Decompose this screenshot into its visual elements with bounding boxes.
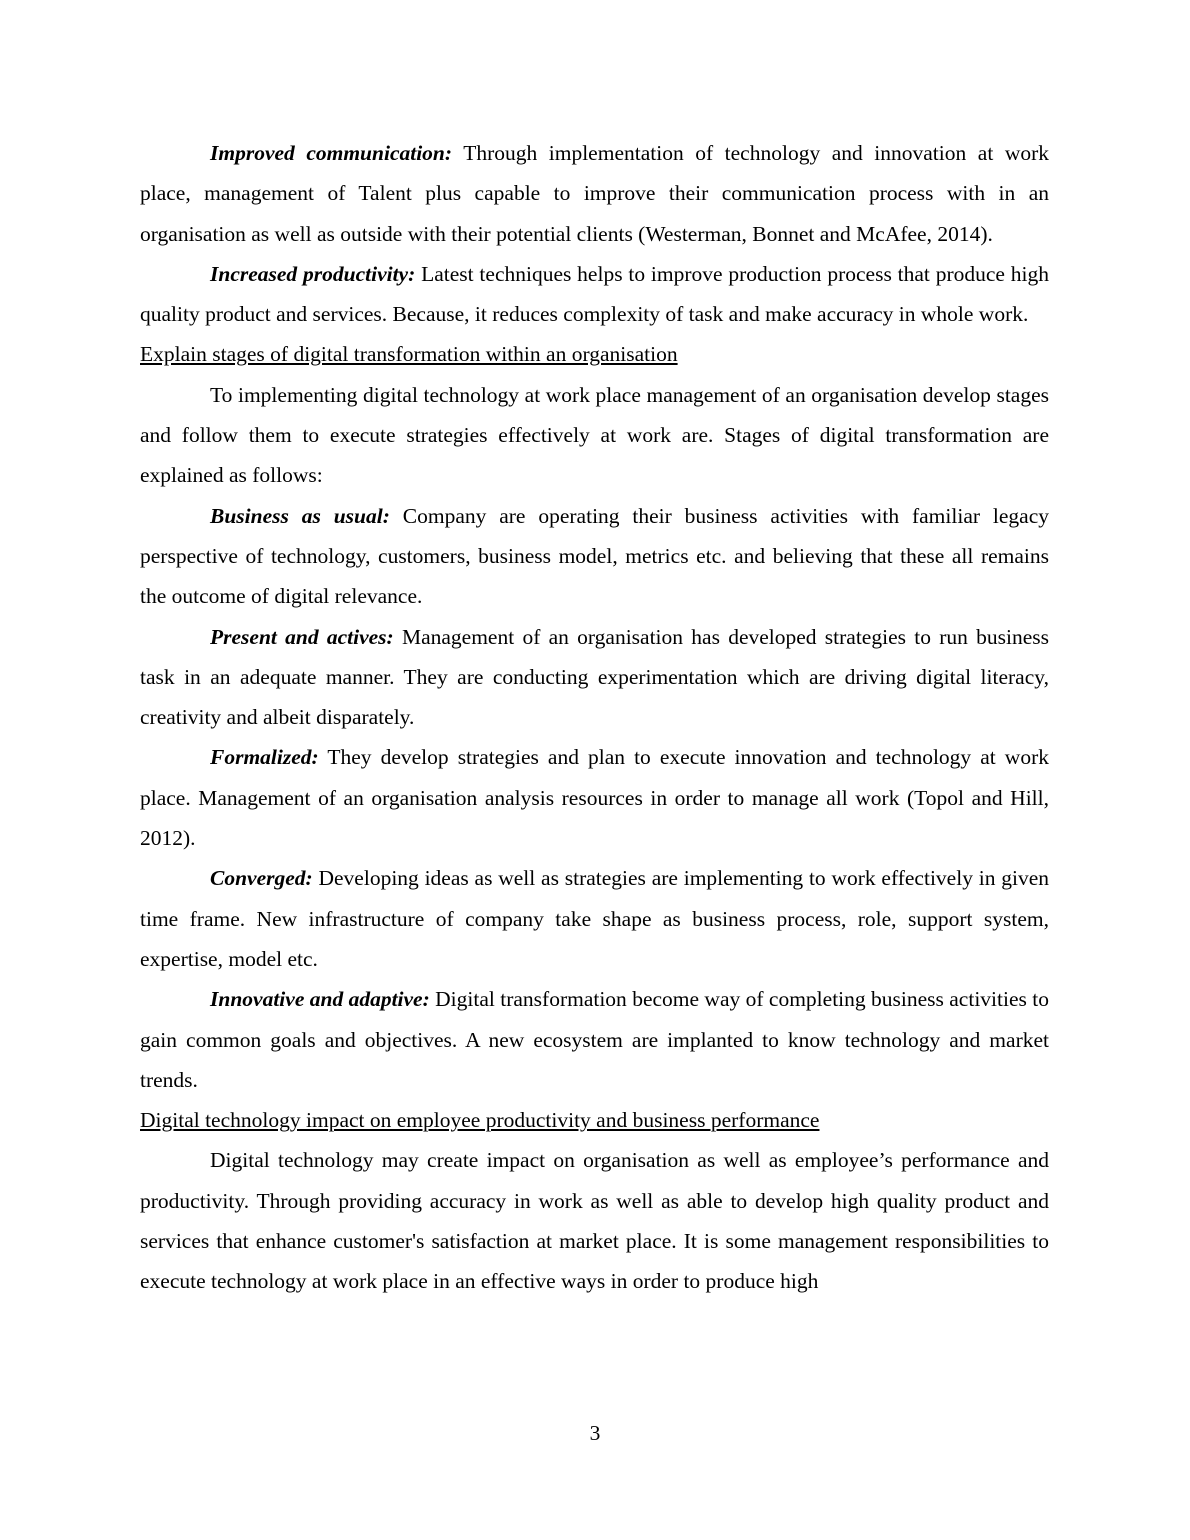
paragraph-text: Through implementation of technology and innovation at work place, management of Talent plus capable to improve their communication process with in an organisation as well as outside with their potential clients (Westerman, Bonnet and McAfee, 2014). — [140, 141, 1050, 246]
paragraph-present-and-actives — [140, 617, 1049, 738]
section-heading-stages: Explain stages of digital transformation within an organisation — [140, 342, 678, 367]
term-label: Increased productivity: — [210, 261, 416, 286]
term-label: Improved communication: — [210, 141, 453, 165]
term-label: Formalized: — [210, 745, 319, 770]
paragraph-stages-intro — [140, 375, 1049, 496]
term-label: Converged: — [210, 866, 313, 891]
paragraph-text: Digital transformation become way of completing business activities to gain common goals and objectives. A new ecosystem are implanted to know technology and market trends. — [140, 987, 1049, 1092]
page-number: 3 — [589, 1421, 601, 1445]
paragraph-text: They develop strategies and plan to execute innovation and technology at work place. Management of an organisation analysis resources in order to manage all work (Topol and Hill, 2012). — [140, 745, 1049, 851]
paragraph-business-as-usual — [140, 496, 1049, 617]
paragraph-innovative-and-adaptive — [140, 979, 1049, 1100]
document-body — [140, 133, 1049, 1302]
paragraph-text: Digital technology may create impact on organisation as well as employee’s performance and productivity. Through providing accuracy in work as well as able to develop high quality product and services that enhance customer's satisfaction at market place. It is some management responsibilities to execute technology at work place in an effective ways in order to produce high — [140, 1148, 1049, 1294]
paragraph-formalized — [140, 737, 1049, 858]
paragraph-impact-intro — [140, 1140, 1049, 1301]
paragraph-text: Management of an organisation has developed strategies to run business task in an adequate manner. They are conducting experimentation which are driving digital literacy, creativity and albeit disparately. — [140, 624, 1049, 730]
section-heading-impact: Digital technology impact on employee productivity and business performance — [140, 1108, 820, 1133]
paragraph-text: Developing ideas as well as strategies are implementing to work effectively in given time frame. New infrastructure of company take shape as business process, role, support system, expertise, model etc. — [140, 866, 1049, 971]
term-label: Innovative and adaptive: — [210, 987, 430, 1012]
paragraph-increased-productivity — [140, 254, 1049, 335]
paragraph-text: To implementing digital technology at work place management of an organisation develop stages and follow them to execute strategies effectively at work are. Stages of digital transformation are explained as follows: — [140, 382, 1049, 488]
paragraph-text: Latest techniques helps to improve production process that produce high quality product and services. Because, it reduces complexity of task and make accuracy in whole work. — [140, 261, 1049, 327]
paragraph-converged — [140, 858, 1049, 979]
term-label: Present and actives: — [210, 624, 394, 649]
paragraph-text: Company are operating their business activities with familiar legacy perspective of technology, customers, business model, metrics etc. and believing that these all remains the outcome of digital relevance. — [140, 503, 1049, 609]
paragraph-improved-communication — [140, 133, 1049, 254]
term-label: Business as usual: — [210, 503, 390, 528]
